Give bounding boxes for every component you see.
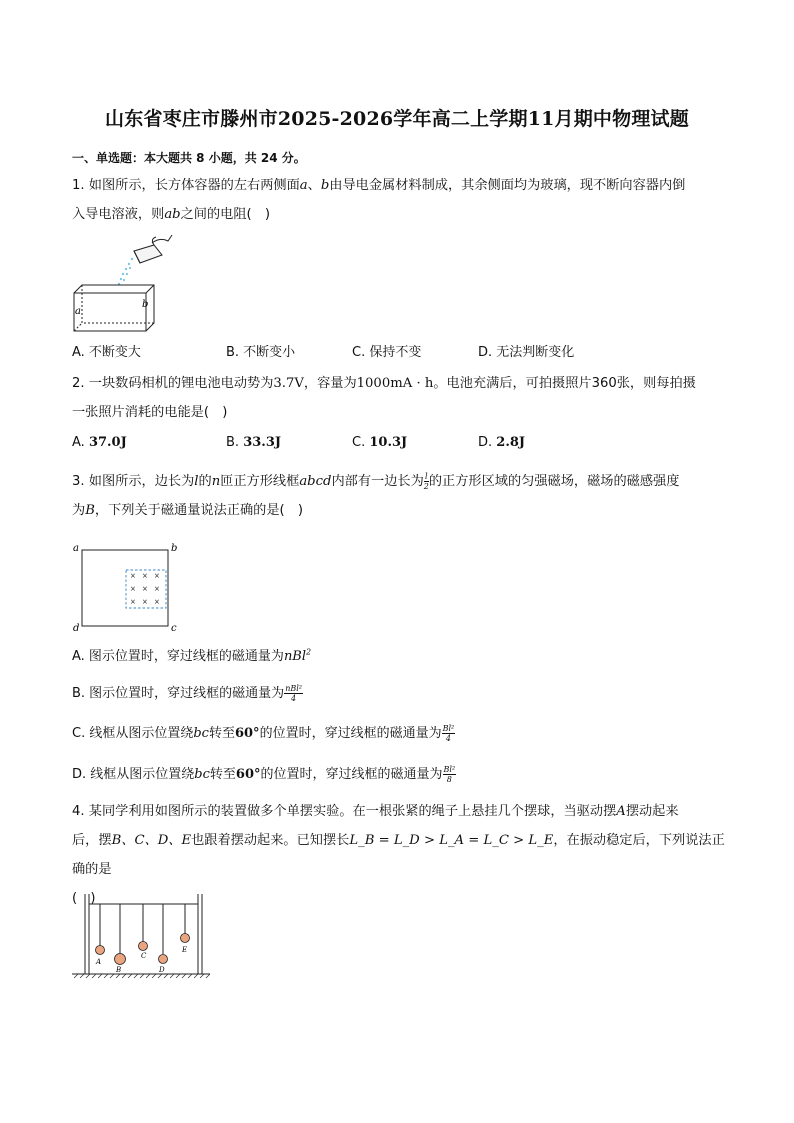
svg-text:×: × (130, 572, 136, 580)
q2-option-a: A. 37.0J (72, 435, 127, 450)
ball-label-c: C (141, 952, 147, 960)
svg-text:×: × (142, 598, 148, 606)
svg-text:×: × (154, 585, 160, 593)
svg-text:×: × (142, 585, 148, 593)
q1-fig-label-b: b (142, 299, 149, 310)
q1-option-b: B. 不断变小 (226, 345, 296, 360)
pendulum-ball-b (115, 954, 126, 965)
q1-container-figure (70, 233, 180, 335)
question-3 (72, 467, 732, 525)
q3-coil-figure (70, 540, 182, 634)
q1-option-a: A. 不断变大 (72, 345, 141, 360)
q2-option-d: D. 2.8J (478, 435, 526, 450)
q1-line2: 入导电溶液，则ab之间的电阻( ) (72, 207, 271, 222)
q2-option-b: B. 33.3J (226, 435, 282, 450)
question-2 (72, 369, 732, 427)
q3-line1: 3. 如图所示，边长为l的n匝正方形线框abcd内部有一边长为 $\frac{l}{2}$ 的正方形区域的匀强磁场，磁场的磁感强度 (72, 471, 680, 491)
svg-text:×: × (154, 598, 160, 606)
q4-line1: 4. 某同学利用如图所示的装置做多个单摆实验。在一根张紧的绳子上悬挂几个摆球，当驱动摆A摆动起来 (72, 804, 679, 819)
q1-option-c: C. 保持不变 (352, 345, 422, 360)
q2-line2: 一张照片消耗的电能是( ) (72, 405, 228, 420)
section-heading: 一、单选题：本大题共 8 小题，共 24 分。 (72, 151, 306, 165)
q3-fraction: $\frac{l}{2}$ (423, 471, 429, 491)
q3-fig-label-a: a (73, 543, 79, 554)
pendulum-ball-a (96, 946, 105, 955)
q3-fig-label-b: b (171, 543, 178, 554)
svg-text:×: × (130, 598, 136, 606)
pendulum-ball-e (181, 934, 190, 943)
ball-label-e: E (182, 946, 188, 954)
q3-option-b: B. 图示位置时，穿过线框的磁通量为 $\frac{\text{nBl²}}{4}$ (72, 684, 302, 703)
q1-option-d: D. 无法判断变化 (478, 345, 575, 360)
ball-label-b: B (116, 966, 122, 974)
q1-line1: 1. 如图所示，长方体容器的左右两侧面a、b由导电金属材料制成，其余侧面均为玻璃，现不断向容器内倒 (72, 178, 686, 193)
ball-label-a: A (96, 958, 102, 966)
svg-text:×: × (142, 572, 148, 580)
q3-option-d: D. 线框从图示位置绕bc转至60°的位置时，穿过线框的磁通量为 $\frac{\text{Bl²}}{8}$ (72, 765, 456, 784)
svg-text:×: × (130, 585, 136, 593)
question-1 (72, 171, 732, 229)
q3-fig-label-d: d (73, 623, 80, 634)
q3-option-a: A. 图示位置时，穿过线框的磁通量为nBl$^2$ (72, 647, 312, 664)
svg-text:×: × (154, 572, 160, 580)
q1-fig-label-a: a (75, 306, 81, 317)
q3-line2: 为B，下列关于磁通量说法正确的是( ) (72, 503, 303, 518)
q2-line1: 2. 一块数码相机的锂电池电动势为3.7V，容量为1000mA · h。电池充满后，可拍摄照片360张，则每拍摄 (72, 376, 696, 391)
q4-pendulum-figure (70, 890, 212, 982)
q4-line2: 后，摆B、C、D、E也跟着摆动起来。已知摆长L_B = L_D > L_A = L_C > L_E，在振动稳定后，下列说法正确的是 (72, 833, 725, 877)
q3-option-c: C. 线框从图示位置绕bc转至60°的位置时，穿过线框的磁通量为 $\frac{\text{Bl²}}{4}$ (72, 724, 455, 743)
q3-fig-label-c: c (171, 623, 177, 634)
q2-option-c: C. 10.3J (352, 435, 408, 450)
ball-label-d: D (159, 966, 165, 974)
pendulum-ball-d (159, 955, 168, 964)
q4-line3: ( ) (72, 891, 96, 906)
page-title: 山东省枣庄市滕州市2025-2026学年高二上学期11月期中物理试题 (105, 108, 689, 130)
pendulum-ball-c (139, 942, 148, 951)
